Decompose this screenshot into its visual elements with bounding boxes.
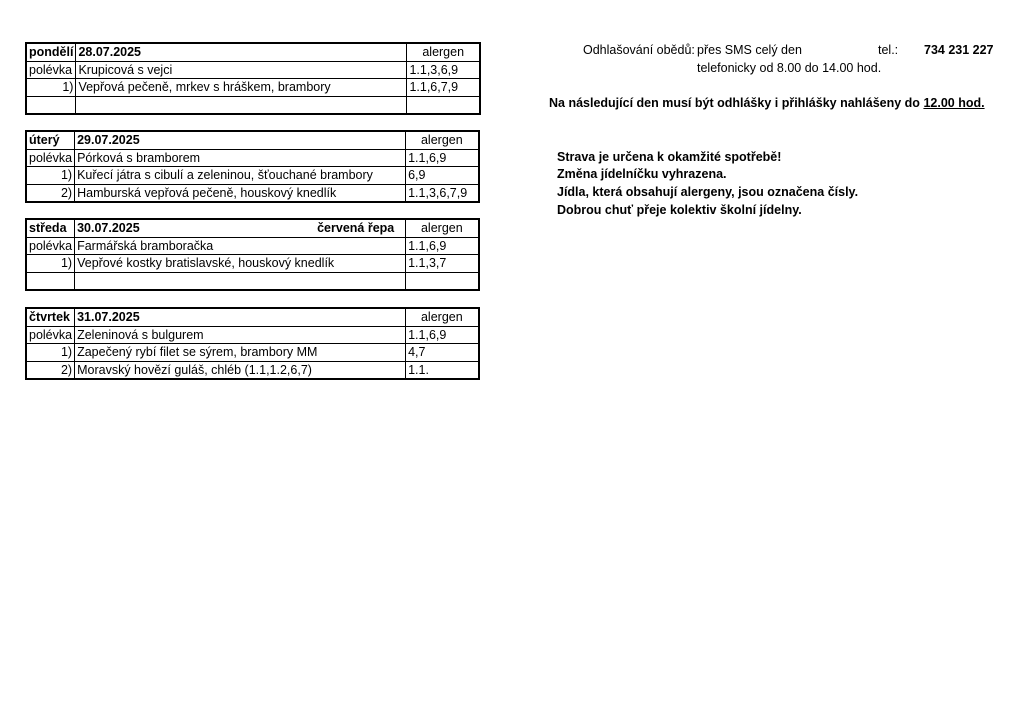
soup-name: Krupicová s vejci xyxy=(76,61,407,79)
meal-number xyxy=(26,96,76,114)
day-header-row xyxy=(26,219,479,237)
meal-row xyxy=(26,96,480,114)
note-greeting: Dobrou chuť přeje kolektiv školní jídelny. xyxy=(557,203,802,217)
day-date-text: 31.07.2025 xyxy=(77,310,140,325)
allergen-header: alergen xyxy=(406,131,479,149)
tel-label: tel.: xyxy=(878,43,899,57)
day-header-row xyxy=(26,308,479,326)
meal-number: 2) xyxy=(26,361,75,379)
day-date-text: 29.07.2025 xyxy=(77,133,140,148)
day-menu-table xyxy=(25,130,480,203)
meal-name: Hamburská vepřová pečeně, houskový knedlík xyxy=(75,184,406,202)
day-date-text: 28.07.2025 xyxy=(78,45,142,60)
soup-label: polévka xyxy=(26,237,75,255)
meal-row xyxy=(26,79,480,97)
day-menu-table xyxy=(25,218,480,291)
meal-row xyxy=(26,255,479,273)
note-consumption: Strava je určena k okamžité spotřebě! xyxy=(557,150,782,164)
meal-row xyxy=(26,361,479,379)
meal-name xyxy=(75,272,406,290)
day-date xyxy=(76,43,407,61)
soup-label: polévka xyxy=(26,61,76,79)
soup-label: polévka xyxy=(26,326,75,344)
day-date xyxy=(75,308,406,326)
soup-name: Farmářská bramboračka xyxy=(75,237,406,255)
soup-row xyxy=(26,237,479,255)
meal-number: 1) xyxy=(26,79,76,97)
meal-row xyxy=(26,344,479,362)
meal-row xyxy=(26,272,479,290)
day-menu-table xyxy=(25,307,480,380)
day-header-row xyxy=(26,131,479,149)
day-name: úterý xyxy=(26,131,75,149)
meal-name: Zapečený rybí filet se sýrem, brambory MM xyxy=(75,344,406,362)
soup-name: Pórková s bramborem xyxy=(75,149,406,167)
note-menu-change: Změna jídelníčku vyhrazena. xyxy=(557,167,727,181)
day-name: čtvrtek xyxy=(26,308,75,326)
meal-name: Kuřecí játra s cibulí a zeleninou, šťouchané brambory xyxy=(75,167,406,185)
soup-name: Zeleninová s bulgurem xyxy=(75,326,406,344)
day-header-row xyxy=(26,43,480,61)
deadline-notice xyxy=(549,96,985,110)
soup-allergens: 1.1,3,6,9 xyxy=(407,61,480,79)
soup-label: polévka xyxy=(26,149,75,167)
meal-name: Vepřová pečeně, mrkev s hráškem, brambory xyxy=(76,79,407,97)
tel-number: 734 231 227 xyxy=(924,43,994,57)
meal-number: 1) xyxy=(26,344,75,362)
meal-allergens: 4,7 xyxy=(406,344,479,362)
deadline-time: 12.00 hod. xyxy=(923,96,985,110)
day-date xyxy=(75,131,406,149)
soup-row xyxy=(26,149,479,167)
meal-allergens: 6,9 xyxy=(406,167,479,185)
meal-allergens: 1.1,3,6,7,9 xyxy=(406,184,479,202)
allergen-header: alergen xyxy=(406,219,479,237)
allergen-header: alergen xyxy=(407,43,480,61)
soup-allergens: 1.1,6,9 xyxy=(406,326,479,344)
allergen-header: alergen xyxy=(406,308,479,326)
meal-number xyxy=(26,272,75,290)
meal-allergens: 1.1,3,7 xyxy=(406,255,479,273)
soup-row xyxy=(26,326,479,344)
day-extra-note: červená řepa xyxy=(317,221,395,236)
soup-row xyxy=(26,61,480,79)
meal-name: Vepřové kostky bratislavské, houskový knedlík xyxy=(75,255,406,273)
deadline-text: Na následující den musí být odhlášky i přihlášky nahlášeny do xyxy=(549,96,920,110)
meal-name: Moravský hovězí guláš, chléb (1.1,1.2,6,7) xyxy=(75,361,406,379)
day-menu-table xyxy=(25,42,481,115)
meal-number: 1) xyxy=(26,255,75,273)
meal-number: 1) xyxy=(26,167,75,185)
cancel-sms: přes SMS celý den xyxy=(697,43,802,57)
meal-allergens xyxy=(406,272,479,290)
day-date-text: 30.07.2025 xyxy=(77,221,140,236)
day-name: středa xyxy=(26,219,75,237)
cancel-phone: telefonicky od 8.00 do 14.00 hod. xyxy=(697,61,882,75)
day-name: pondělí xyxy=(26,43,76,61)
soup-allergens: 1.1,6,9 xyxy=(406,237,479,255)
meal-allergens: 1.1. xyxy=(406,361,479,379)
meal-number: 2) xyxy=(26,184,75,202)
soup-allergens: 1.1,6,9 xyxy=(406,149,479,167)
day-date xyxy=(75,219,406,237)
meal-row xyxy=(26,184,479,202)
meal-allergens xyxy=(407,96,480,114)
cancel-label: Odhlašování obědů: xyxy=(583,43,695,57)
meal-name xyxy=(76,96,407,114)
meal-row xyxy=(26,167,479,185)
note-allergens: Jídla, která obsahují alergeny, jsou označena čísly. xyxy=(557,185,859,199)
meal-allergens: 1.1,6,7,9 xyxy=(407,79,480,97)
